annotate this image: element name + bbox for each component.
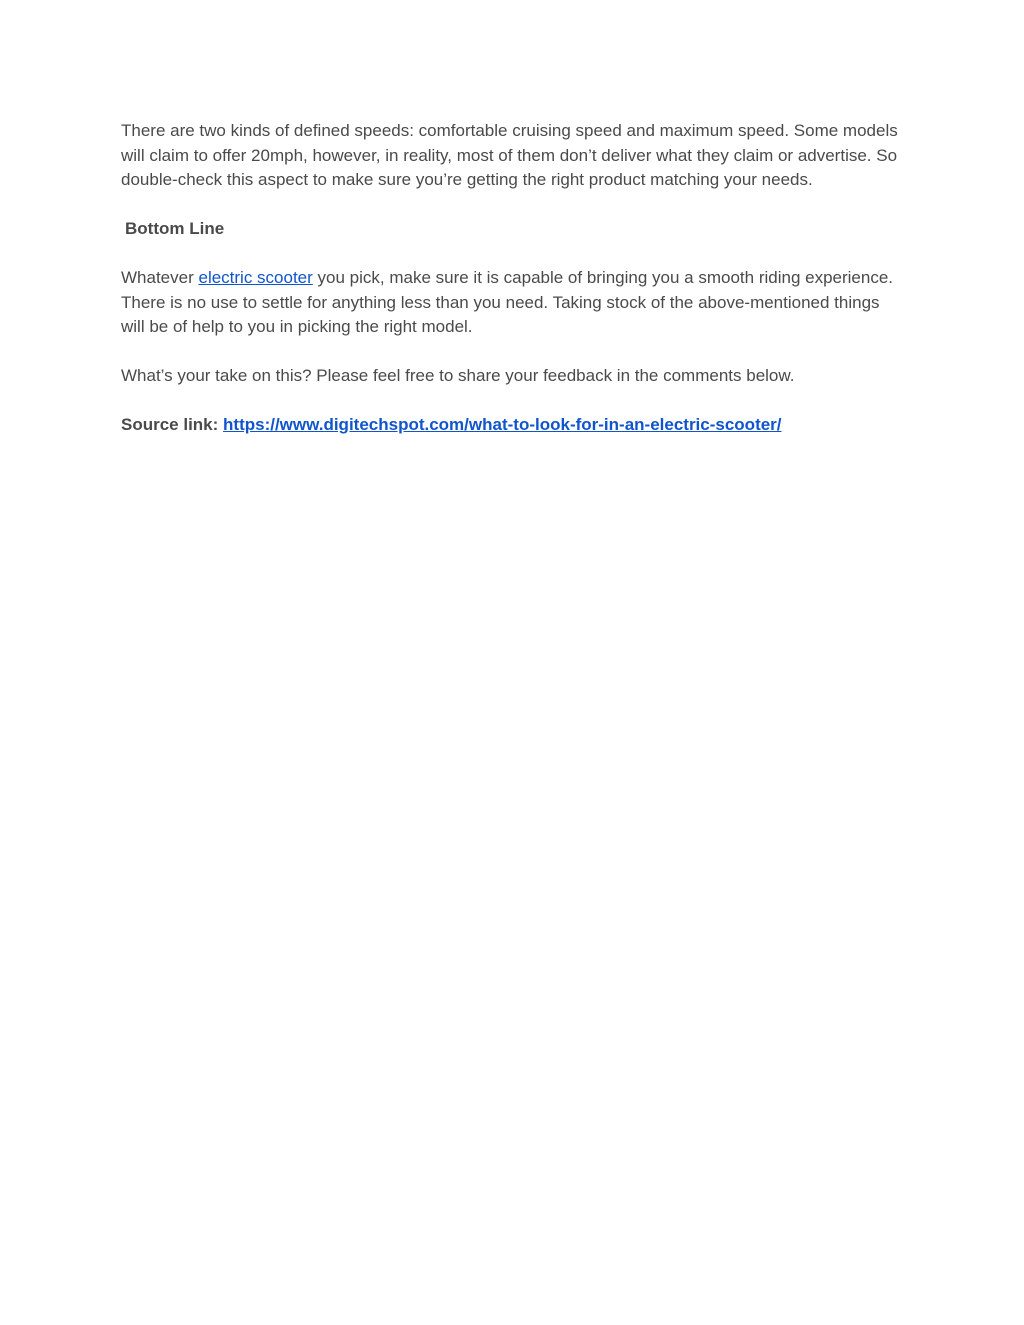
feedback-paragraph: What’s your take on this? Please feel free to share your feedback in the comments below. — [121, 366, 795, 385]
bottom-line-heading: Bottom Line — [125, 219, 225, 238]
bottom-line-rest: you pick, make sure it is capable of bringing you a smooth riding experience. There is no use to settle for anything less than you need. Taking stock of the above-mentioned things will be of help to you in picking the right model. — [121, 268, 894, 336]
speeds-paragraph: There are two kinds of defined speeds: comfortable cruising speed and maximum speed. Some models will claim to offer 20mph, however, in reality, most of them don’t deliver what they claim or advertise. So double-check this aspect to make sure you’re getting the right product matching your needs. — [121, 121, 898, 189]
electric-scooter-link[interactable]: electric scooter — [198, 268, 313, 287]
bottom-line-intro: Whatever — [121, 268, 199, 287]
source-line — [121, 413, 901, 438]
source-label: Source link: — [121, 415, 224, 434]
source-url-link[interactable]: https://www.digitechspot.com/what-to-look-for-in-an-electric-scooter/ — [223, 415, 782, 434]
document-page — [121, 119, 901, 462]
bottom-line-paragraph — [121, 266, 901, 340]
